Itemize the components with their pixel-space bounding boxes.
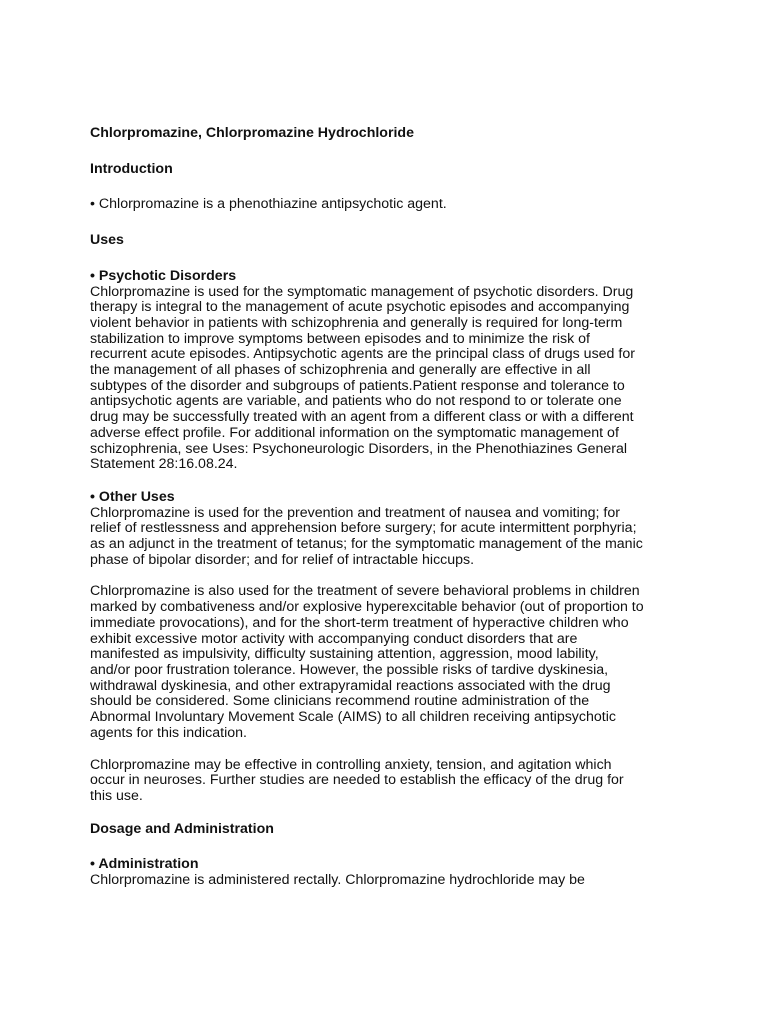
introduction-heading: Introduction — [90, 160, 173, 177]
text-line: as an adjunct in the treatment of tetanus; for the symptomatic management of the manic — [90, 536, 643, 553]
text-line: should be considered. Some clinicians recommend routine administration of the — [90, 693, 590, 710]
text-line: Chlorpromazine may be effective in controlling anxiety, tension, and agitation which — [90, 756, 612, 773]
text-line: manifested as impulsivity, difficulty sustaining attention, aggression, mood lability, — [90, 646, 599, 663]
other-uses-paragraph-3 — [90, 758, 690, 805]
text-line: phase of bipolar disorder; and for relief of intractable hiccups. — [90, 551, 475, 568]
text-line: and/or poor frustration tolerance. However, the possible risks of tardive dyskinesia, — [90, 661, 609, 678]
text-line: agents for this indication. — [90, 724, 247, 741]
psychotic-disorders-subheading: • Psychotic Disorders — [90, 267, 237, 284]
text-line: subtypes of the disorder and subgroups of patients.Patient response and tolerance to — [90, 377, 625, 394]
text-line: stabilization to improve symptoms between episodes and to minimize the risk of — [90, 330, 590, 347]
text-line: Abnormal Involuntary Movement Scale (AIMS) to all children receiving antipsychotic — [90, 709, 616, 726]
text-line: exhibit excessive motor activity with accompanying conduct disorders that are — [90, 630, 578, 647]
text-line: the management of all phases of schizophrenia and generally are effective in all — [90, 362, 591, 379]
document-page — [90, 126, 690, 889]
other-uses-paragraph-2 — [90, 584, 690, 741]
other-uses-paragraph-1 — [90, 506, 690, 569]
other-uses-subheading: • Other Uses — [90, 488, 175, 505]
text-line: Chlorpromazine is administered rectally. Chlorpromazine hydrochloride may be — [90, 872, 585, 889]
text-line: violent behavior in patients with schizophrenia and generally is required for long-term — [90, 314, 623, 331]
text-line: this use. — [90, 787, 143, 804]
text-line: schizophrenia, see Uses: Psychoneurologic Disorders, in the Phenothiazines General — [90, 440, 628, 457]
text-line: Chlorpromazine is used for the symptomatic management of psychotic disorders. Drug — [90, 283, 634, 300]
dosage-heading: Dosage and Administration — [90, 820, 274, 837]
text-line: recurrent acute episodes. Antipsychotic agents are the principal class of drugs used for — [90, 346, 635, 363]
text-line: withdrawal dyskinesia, and other extrapyramidal reactions associated with the drug — [90, 677, 611, 694]
text-line: relief of restlessness and apprehension before surgery; for acute intermittent porphyria; — [90, 520, 637, 537]
administration-paragraph — [90, 873, 690, 889]
uses-heading: Uses — [90, 232, 124, 249]
text-line: drug may be successfully treated with an agent from a different class or with a different — [90, 409, 634, 426]
administration-subheading: • Administration — [90, 856, 199, 873]
psychotic-disorders-paragraph — [90, 285, 690, 473]
text-line: antipsychotic agents are variable, and patients who do not respond to or tolerate one — [90, 393, 622, 410]
text-line: marked by combativeness and/or explosive hyperexcitable behavior (out of proportion to — [90, 599, 644, 616]
text-line: Chlorpromazine is used for the prevention and treatment of nausea and vomiting; for — [90, 504, 620, 521]
text-line: occur in neuroses. Further studies are needed to establish the efficacy of the drug for — [90, 772, 624, 789]
text-line: adverse effect profile. For additional information on the symptomatic management of — [90, 424, 619, 441]
text-line: therapy is integral to the management of acute psychotic episodes and accompanying — [90, 299, 630, 316]
text-line: Chlorpromazine is also used for the treatment of severe behavioral problems in children — [90, 583, 640, 600]
text-line: Statement 28:16.08.24. — [90, 456, 238, 473]
text-line: immediate provocations), and for the short-term treatment of hyperactive children who — [90, 614, 629, 631]
document-title: Chlorpromazine, Chlorpromazine Hydrochloride — [90, 125, 414, 141]
introduction-bullet: • Chlorpromazine is a phenothiazine antipsychotic agent. — [90, 196, 447, 213]
